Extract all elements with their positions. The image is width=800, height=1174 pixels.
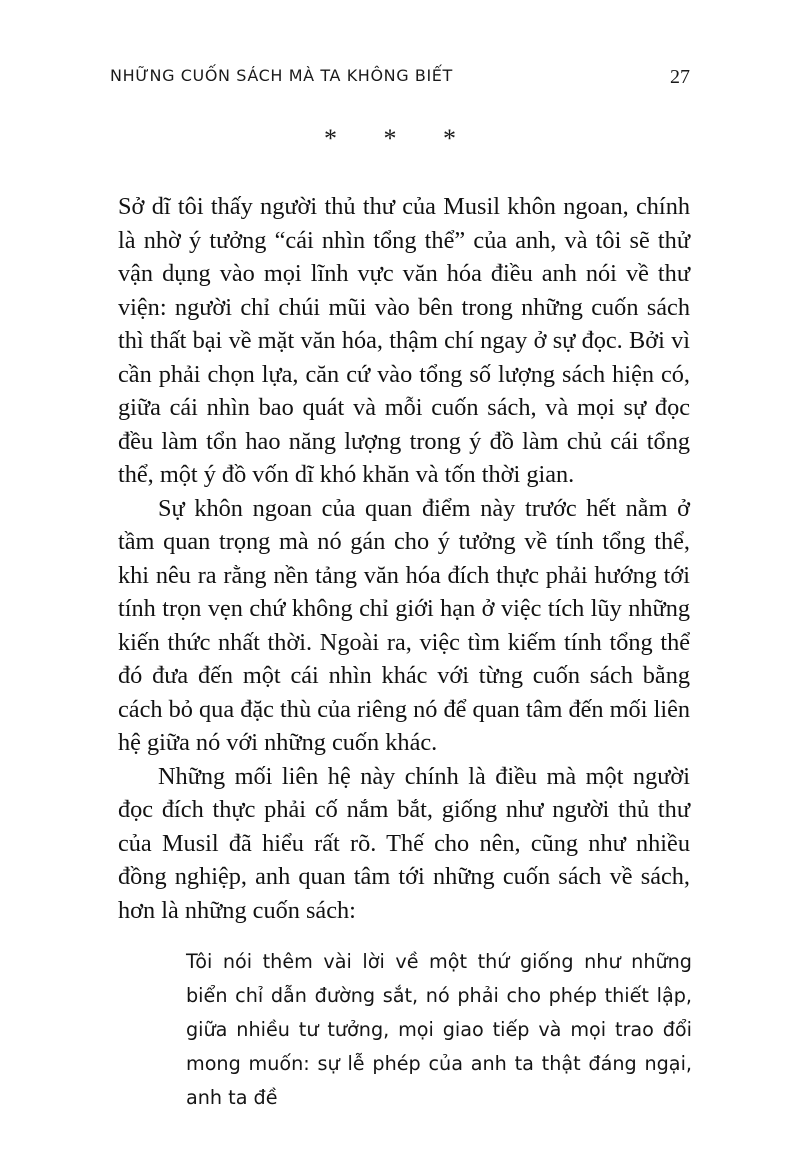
running-head-title: NHỮNG CUỐN SÁCH MÀ TA KHÔNG BIẾT [110, 66, 453, 85]
section-separator: * * * [324, 124, 476, 153]
paragraph-2: Sự khôn ngoan của quan điểm này trước hết nằm ở tầm quan trọng mà nó gán cho ý tưởng về tính tổng thể, khi nêu ra rằng nền tảng văn hóa đích thực phải hướng tới tính trọn vẹn chứ không chỉ giới hạn ở việc tích lũy những kiến thức nhất thời. Ngoài ra, việc tìm kiếm tính tổng thể đó đưa đến một cái nhìn khác với từng cuốn sách bằng cách bỏ qua đặc thù của riêng nó để quan tâm đến mối liên hệ giữa nó với những cuốn khác. [118, 494, 690, 756]
block-quote [186, 945, 692, 1115]
paragraph-1: Sở dĩ tôi thấy người thủ thư của Musil khôn ngoan, chính là nhờ ý tưởng “cái nhìn tổng thể” của anh, và tôi sẽ thử vận dụng vào mọi lĩnh vực văn hóa điều anh nói về thư viện: người chỉ chúi mũi vào bên trong những cuốn sách thì thất bại về mặt văn hóa, thậm chí ngay ở sự đọc. Bởi vì cần phải chọn lựa, căn cứ vào tổng số lượng sách hiện có, giữa cái nhìn bao quát và mỗi cuốn sách, và mọi sự đọc đều làm tổn hao năng lượng trong ý đồ làm chủ cái tổng thể, một ý đồ vốn dĩ khó khăn và tốn thời gian. [118, 193, 690, 488]
paragraph-3: Những mối liên hệ này chính là điều mà một người đọc đích thực phải cố nắm bắt, giống như người thủ thư của Musil đã hiểu rất rõ. Thế cho nên, cũng như nhiều đồng nghiệp, anh quan tâm tới những cuốn sách về sách, hơn là những cuốn sách: [118, 762, 690, 924]
body-text [118, 190, 690, 927]
block-quote-text: Tôi nói thêm vài lời về một thứ giống như những biển chỉ dẫn đường sắt, nó phải cho phép thiết lập, giữa nhiều tư tưởng, mọi giao tiếp và mọi trao đổi mong muốn: sự lễ phép của anh ta thật đáng ngại, anh ta đề [186, 950, 692, 1109]
page-number: 27 [670, 66, 690, 88]
